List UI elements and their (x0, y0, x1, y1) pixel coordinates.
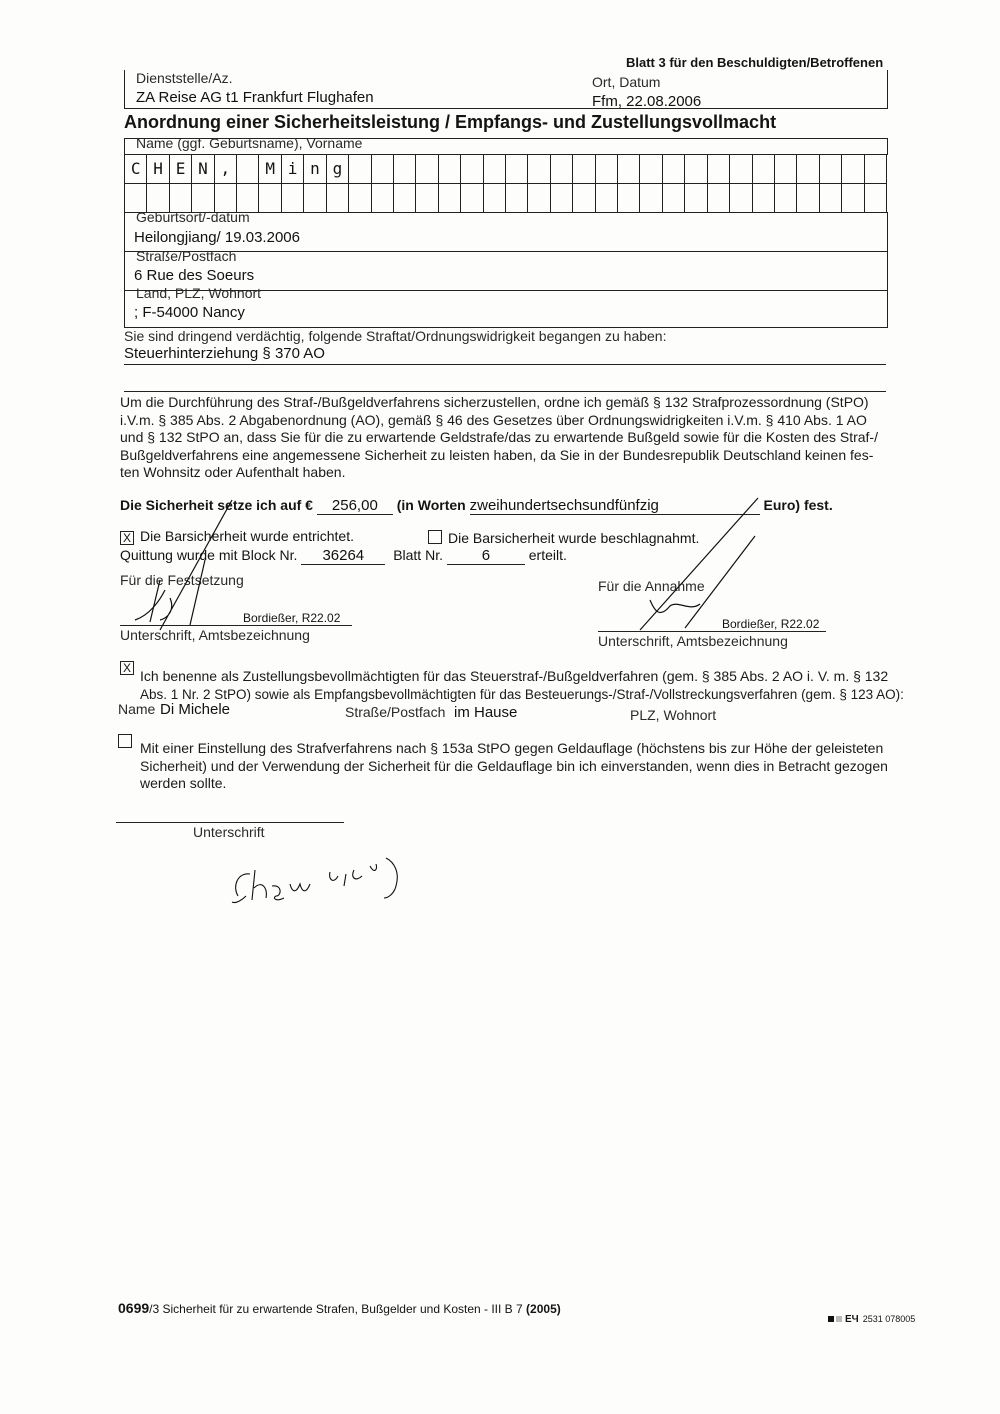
consent-checkbox[interactable] (118, 734, 132, 748)
authorization-checkbox[interactable]: X (120, 661, 134, 675)
form-title: Anordnung einer Sicherheitsleistung / Empfangs- und Zustellungsvollmacht (124, 112, 777, 132)
setting-sign-label: Unterschrift, Amtsbezeichnung (120, 627, 310, 643)
setting-label: Für die Festsetzung (120, 572, 244, 588)
name-char-cell: n (304, 155, 326, 184)
name-char-cell: E (170, 155, 192, 184)
name-char-cell: i (282, 155, 304, 184)
applicant-signature-line (116, 822, 344, 823)
authorization-name: Di Michele (160, 701, 231, 718)
authorization-plz-label: PLZ, Wohnort (630, 707, 717, 723)
order-line: und § 132 StPO an, dass Sie für die zu erwartende Geldstrafe/das zu erwartende Bußgeld sowie für die Kosten des Straf-/ (120, 429, 878, 445)
authorization-street: im Hause (454, 704, 518, 721)
footer-right (828, 1314, 915, 1325)
name-label: Name (ggf. Geburtsname), Vorname (136, 135, 363, 151)
security-words-label: (in Worten (396, 497, 466, 513)
setting-officer: Bordießer, R22.02 (243, 611, 341, 625)
setting-signature (135, 500, 232, 630)
security-words: zweihundertsechsundfünfzig (470, 497, 760, 515)
order-line: Bußgeldverfahrens eine angemessene Sicherheit zu leisten haben, da Sie in der Bundesrepublik Deutschland keinen fes- (120, 446, 874, 463)
place-date-value: Ffm, 22.08.2006 (592, 93, 702, 110)
place-date-label: Ort, Datum (592, 74, 661, 90)
acceptance-label: Für die Annahme (598, 578, 705, 594)
country-value: ; F-54000 Nancy (134, 304, 245, 321)
footer-text: /3 Sicherheit für zu erwartende Strafen, Bußgelder und Kosten - III B 7 (149, 1302, 523, 1316)
street-value: 6 Rue des Soeurs (134, 267, 255, 284)
office-label: Dienststelle/Az. (136, 70, 233, 86)
country-label: Land, PLZ, Wohnort (136, 285, 262, 301)
security-amount: 256,00 (317, 497, 393, 515)
authorization-line-2: Abs. 1 Nr. 2 StPO) sowie als Empfangsbevollmächtigten für das Besteuerungs-/Straf-/Vollstreckungsverfahren (gem. § 123 AO): (140, 687, 904, 702)
consent-text (140, 740, 890, 793)
sheet-label: Blatt Nr. (393, 547, 443, 563)
suspicion-text: Sie sind dringend verdächtig, folgende Straftat/Ordnungswidrigkeit begangen zu haben: (124, 328, 667, 344)
consent-option[interactable] (118, 734, 138, 752)
footer-left (118, 1300, 561, 1316)
security-prefix: Die Sicherheit setze ich auf € (120, 497, 313, 513)
consent-line: Sicherheit) und der Verwendung der Sicherheit für die Geldauflage bin ich einverstanden, wenn dies in Betracht gezogen (140, 757, 888, 774)
order-line: ten Wohnsitz oder Aufenthalt haben. (120, 464, 346, 480)
name-char-cell: M (259, 155, 281, 184)
office-value: ZA Reise AG t1 Frankfurt Flughafen (136, 89, 374, 106)
printer-mark-icon (828, 1316, 834, 1322)
acceptance-sign-label: Unterschrift, Amtsbezeichnung (598, 633, 788, 649)
authorization-line-1: Ich benenne als Zustellungsbevollmächtigten für das Steuerstraf-/Bußgeldverfahren (gem. § 385 Abs. 2 AO i. V. m. § 132 (140, 668, 889, 684)
offense-value: Steuerhinterziehung § 370 AO (124, 345, 325, 362)
consent-line: werden sollte. (140, 775, 227, 791)
name-char-cell: g (327, 155, 349, 184)
name-char-cell: , (215, 155, 237, 184)
name-char-cell: H (147, 155, 169, 184)
paid-checkbox[interactable]: X (120, 531, 134, 545)
street-label: Straße/Postfach (136, 248, 237, 264)
birth-label: Geburtsort/-datum (136, 209, 250, 225)
paid-label: Die Barsicherheit wurde entrichtet. (140, 528, 354, 544)
security-suffix: Euro) fest. (763, 497, 833, 513)
name-char-cell: N (192, 155, 214, 184)
footer-code: 0699 (118, 1300, 150, 1316)
block-number: 36264 (301, 547, 385, 565)
order-line: Um die Durchführung des Straf-/Bußgeldverfahrens sicherzustellen, ordne ich gemäß § 132 Strafprozessordnung (StPO) (120, 394, 869, 410)
applicant-signature (232, 858, 397, 903)
name-char-cell: C (125, 155, 147, 184)
footer-number: 2531 078005 (862, 1314, 916, 1324)
order-line: i.V.m. § 385 Abs. 2 Abgabenordnung (AO), gemäß § 46 des Gesetzes über Ordnungswidrigkeiten i.V.m. § 410 Abs. 1 AO (120, 411, 867, 428)
sheet-note: Blatt 3 für den Beschuldigten/Betroffenen (626, 55, 884, 70)
acceptance-signature (640, 498, 758, 630)
signature-label: Unterschrift (193, 824, 265, 840)
authorization-name-label: Name (118, 701, 156, 717)
birth-value: Heilongjiang/ 19.03.2006 (134, 229, 300, 246)
seized-label: Die Barsicherheit wurde beschlagnahmt. (448, 530, 700, 546)
receipt-prefix: Quittung wurde mit Block Nr. (120, 547, 298, 563)
authorization-option[interactable] (120, 658, 140, 676)
receipt-suffix: erteilt. (528, 547, 567, 563)
sheet-number: 6 (447, 547, 525, 565)
acceptance-officer: Bordießer, R22.02 (722, 617, 820, 631)
printer-logo-icon: ЕЧ (845, 1314, 859, 1325)
authorization-street-label: Straße/Postfach (345, 704, 446, 720)
printer-mark-icon (836, 1316, 842, 1322)
consent-line: Mit einer Einstellung des Strafverfahrens nach § 153a StPO gegen Geldauflage (höchstens bis zur Höhe der geleisteten (140, 740, 884, 756)
footer-year: (2005) (526, 1302, 561, 1316)
